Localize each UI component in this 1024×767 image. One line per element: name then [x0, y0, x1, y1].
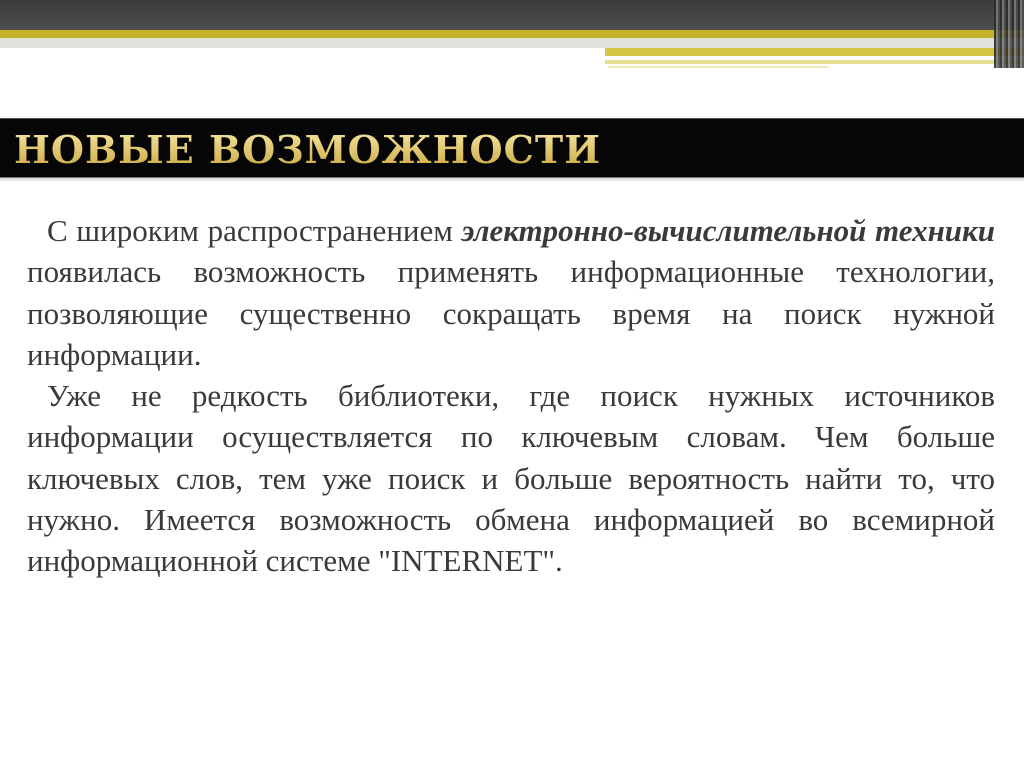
top-gold-bar — [0, 30, 1024, 38]
top-gray-bar — [0, 38, 1024, 48]
slide-body — [27, 210, 995, 582]
paragraph-1-emphasis: электронно-вычислительной техники — [461, 213, 995, 248]
gold-accent-line-thin — [608, 66, 828, 68]
gold-accent-bar — [605, 48, 1024, 56]
title-bar-shadow — [0, 177, 1024, 182]
gold-accent-line — [605, 60, 1024, 64]
corner-stripes — [994, 0, 1024, 68]
paragraph-1-rest: появилась возможность применять информационные технологии, позволяющие существенно сокращать время на поиск нужной информации. — [27, 254, 995, 372]
top-dark-bar — [0, 0, 1024, 30]
paragraph-1 — [27, 210, 995, 375]
title-bar — [0, 118, 1024, 178]
paragraph-2: Уже не редкость библиотеки, где поиск нужных источников информации осуществляется по ключевым словам. Чем больше ключевых слов, тем уже поиск и больше вероятность найти то, что нужно. Имеется возможность обмена информацией во всемирной информационной системе "INTERNET". — [27, 378, 995, 579]
slide-title: НОВЫЕ ВОЗМОЖНОСТИ — [14, 127, 602, 172]
paragraph-1-lead: С широким распространением — [47, 213, 453, 248]
